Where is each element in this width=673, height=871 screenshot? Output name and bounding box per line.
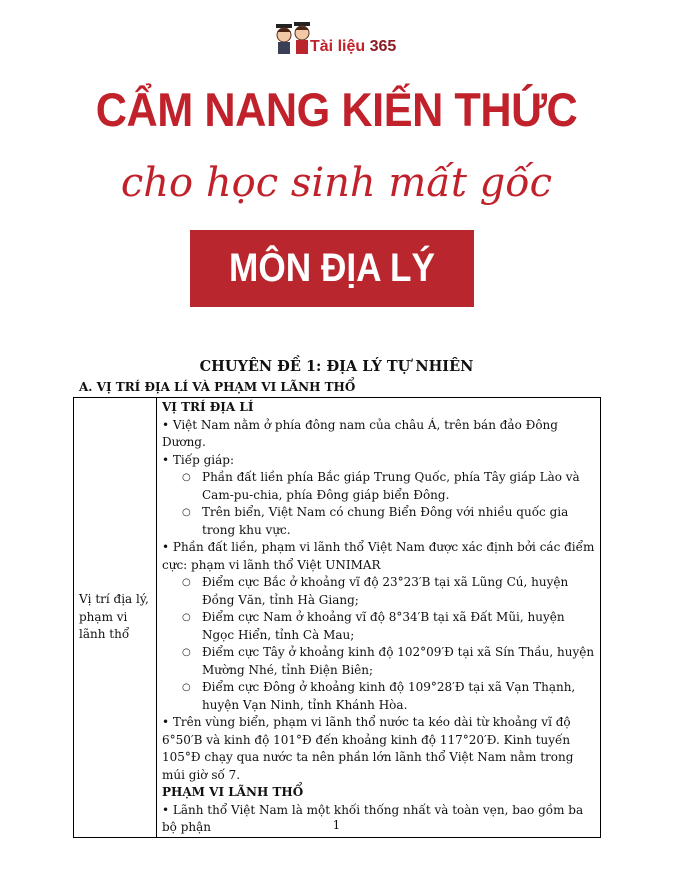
list-item-text: Điểm cực Bắc ở khoảng vĩ độ 23°23′B tại xã Lũng Cú, huyện Đồng Văn, tỉnh Hà Giang; — [202, 575, 569, 607]
list-item — [162, 469, 596, 504]
circle-bullet-icon: ○ — [182, 647, 191, 658]
banner-title: CẨM NANG KIẾN THỨC — [95, 83, 578, 136]
bullet-borders: • Tiếp giáp: — [162, 452, 235, 467]
extreme-points-sublist — [162, 574, 596, 714]
list-item — [162, 504, 596, 539]
logo-word: Tài liệu — [310, 38, 366, 55]
subject-label: MÔN ĐỊA LÝ — [229, 246, 435, 290]
row-label-cell — [74, 398, 157, 838]
heading-pham-vi: PHẠM VI LÃNH THỔ — [162, 785, 304, 799]
list-item — [162, 574, 596, 609]
list-item — [162, 609, 596, 644]
brand-logo — [0, 18, 673, 58]
bullet-extreme-points: • Phần đất liền, phạm vi lãnh thổ Việt Nam được xác định bởi các điểm cực: phạm vi lãnh thổ Việt UNIMAR — [162, 540, 595, 572]
circle-bullet-icon: ○ — [182, 472, 191, 483]
bullet-sea-extent: • Trên vùng biển, phạm vi lãnh thổ nước ta kéo dài từ khoảng vĩ độ 6°50′B và kinh độ 101°Đ đến khoảng kinh độ 117°20′Đ. Kinh tuyến 105°Đ chạy qua nước ta nên phần lớn lãnh thổ Việt Nam nằm trong múi giờ số 7. — [162, 715, 574, 782]
heading-vi-tri: VỊ TRÍ ĐỊA LÍ — [162, 400, 254, 414]
topic-title: CHUYÊN ĐỀ 1: ĐỊA LÝ TỰ NHIÊN — [199, 358, 474, 375]
list-item-text: Phần đất liền phía Bắc giáp Trung Quốc, phía Tây giáp Lào và Cam-pu-chia, phía Đông giáp biển Đông. — [202, 470, 580, 502]
list-item — [162, 644, 596, 679]
logo-text — [310, 38, 396, 56]
circle-bullet-icon: ○ — [182, 682, 191, 693]
banner-subtitle: cho học sinh mất gốc — [120, 160, 553, 206]
page-number: 1 — [332, 818, 341, 832]
borders-sublist — [162, 469, 596, 539]
subject-banner — [190, 230, 474, 307]
logo-number: 365 — [369, 38, 397, 55]
list-item-text: Trên biển, Việt Nam có chung Biển Đông với nhiều quốc gia trong khu vực. — [202, 505, 569, 537]
students-mascot-icon — [274, 20, 314, 56]
list-item-text: Điểm cực Tây ở khoảng kinh độ 102°09′Đ tại xã Sín Thầu, huyện Mường Nhé, tỉnh Điện Biên; — [202, 645, 595, 677]
circle-bullet-icon: ○ — [182, 507, 191, 518]
table-row — [74, 398, 601, 838]
bullet-territory: • Lãnh thổ Việt Nam là một khối thống nhất và toàn vẹn, bao gồm ba bộ phận — [162, 802, 584, 834]
row-content-cell — [157, 398, 601, 838]
circle-bullet-icon: ○ — [182, 612, 191, 623]
list-item-text: Điểm cực Đông ở khoảng kinh độ 109°28′Đ tại xã Vạn Thạnh, huyện Vạn Ninh, tỉnh Khánh Hòa. — [202, 680, 576, 712]
list-item-text: Điểm cực Nam ở khoảng vĩ độ 8°34′B tại xã Đất Mũi, huyện Ngọc Hiển, tỉnh Cà Mau; — [202, 610, 565, 642]
content-table — [73, 397, 601, 838]
row-label: Vị trí địa lý, phạm vi lãnh thổ — [79, 592, 149, 641]
circle-bullet-icon: ○ — [182, 577, 191, 588]
section-heading: A. VỊ TRÍ ĐỊA LÍ VÀ PHẠM VI LÃNH THỔ — [79, 380, 356, 394]
bullet-location: • Việt Nam nằm ở phía đông nam của châu Á, trên bán đảo Đông Dương. — [162, 417, 558, 449]
list-item — [162, 679, 596, 714]
